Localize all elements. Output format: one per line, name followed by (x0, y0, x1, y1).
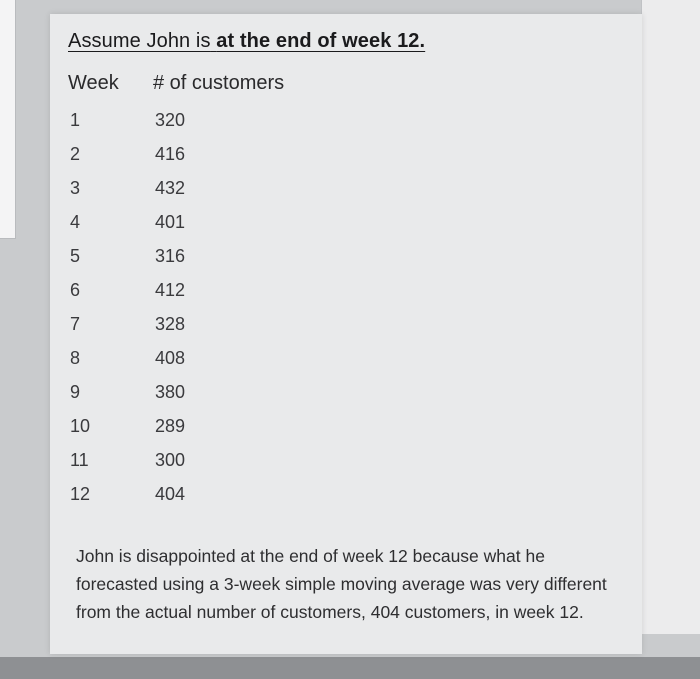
week-cell: 6 (70, 280, 81, 300)
customers-cell: 380 (155, 382, 186, 402)
header-week: Week (68, 72, 119, 94)
customers-cell: 316 (155, 246, 186, 266)
table-row (68, 450, 368, 484)
table-row (68, 246, 368, 280)
week-cell: 7 (70, 314, 81, 334)
week-cell: 5 (70, 246, 81, 266)
customers-cell: 404 (155, 484, 186, 504)
customers-cell: 432 (155, 178, 186, 198)
customers-cell: 401 (155, 212, 186, 232)
table-row (68, 280, 368, 314)
background-card-left (0, 0, 16, 239)
table-row (68, 110, 368, 144)
table-row (68, 484, 368, 518)
table-row (68, 178, 368, 212)
table-row (68, 348, 368, 382)
week-cell: 11 (70, 450, 89, 470)
week-cell: 2 (70, 144, 81, 164)
table-row (68, 382, 368, 416)
customers-cell: 412 (155, 280, 186, 300)
customers-cell: 289 (155, 416, 186, 436)
week-cell: 8 (70, 348, 81, 368)
week-cell: 12 (70, 484, 91, 504)
table-row (68, 314, 368, 348)
problem-panel (50, 14, 642, 654)
table-row (68, 416, 368, 450)
bottom-strip (0, 657, 700, 679)
week-cell: 9 (70, 382, 81, 402)
title-bold: at the end of week 12. (216, 30, 426, 52)
customers-cell: 320 (155, 110, 186, 130)
customers-cell: 300 (155, 450, 186, 470)
customers-cell: 408 (155, 348, 186, 368)
background-card-right (641, 0, 700, 634)
week-cell: 10 (70, 416, 91, 436)
week-cell: 3 (70, 178, 81, 198)
table-row (68, 212, 368, 246)
customers-cell: 416 (155, 144, 186, 164)
week-cell: 1 (70, 110, 81, 130)
table-row (68, 144, 368, 178)
week-cell: 4 (70, 212, 81, 232)
problem-description: John is disappointed at the end of week 12 because what he forecasted using a 3-week simple moving average was very different from the actual number of customers, 404 customers, in week 12. (76, 546, 607, 622)
customers-cell: 328 (155, 314, 186, 334)
header-customers: # of customers (153, 72, 285, 94)
title-prefix: Assume John is (68, 30, 211, 52)
problem-title (68, 30, 425, 53)
